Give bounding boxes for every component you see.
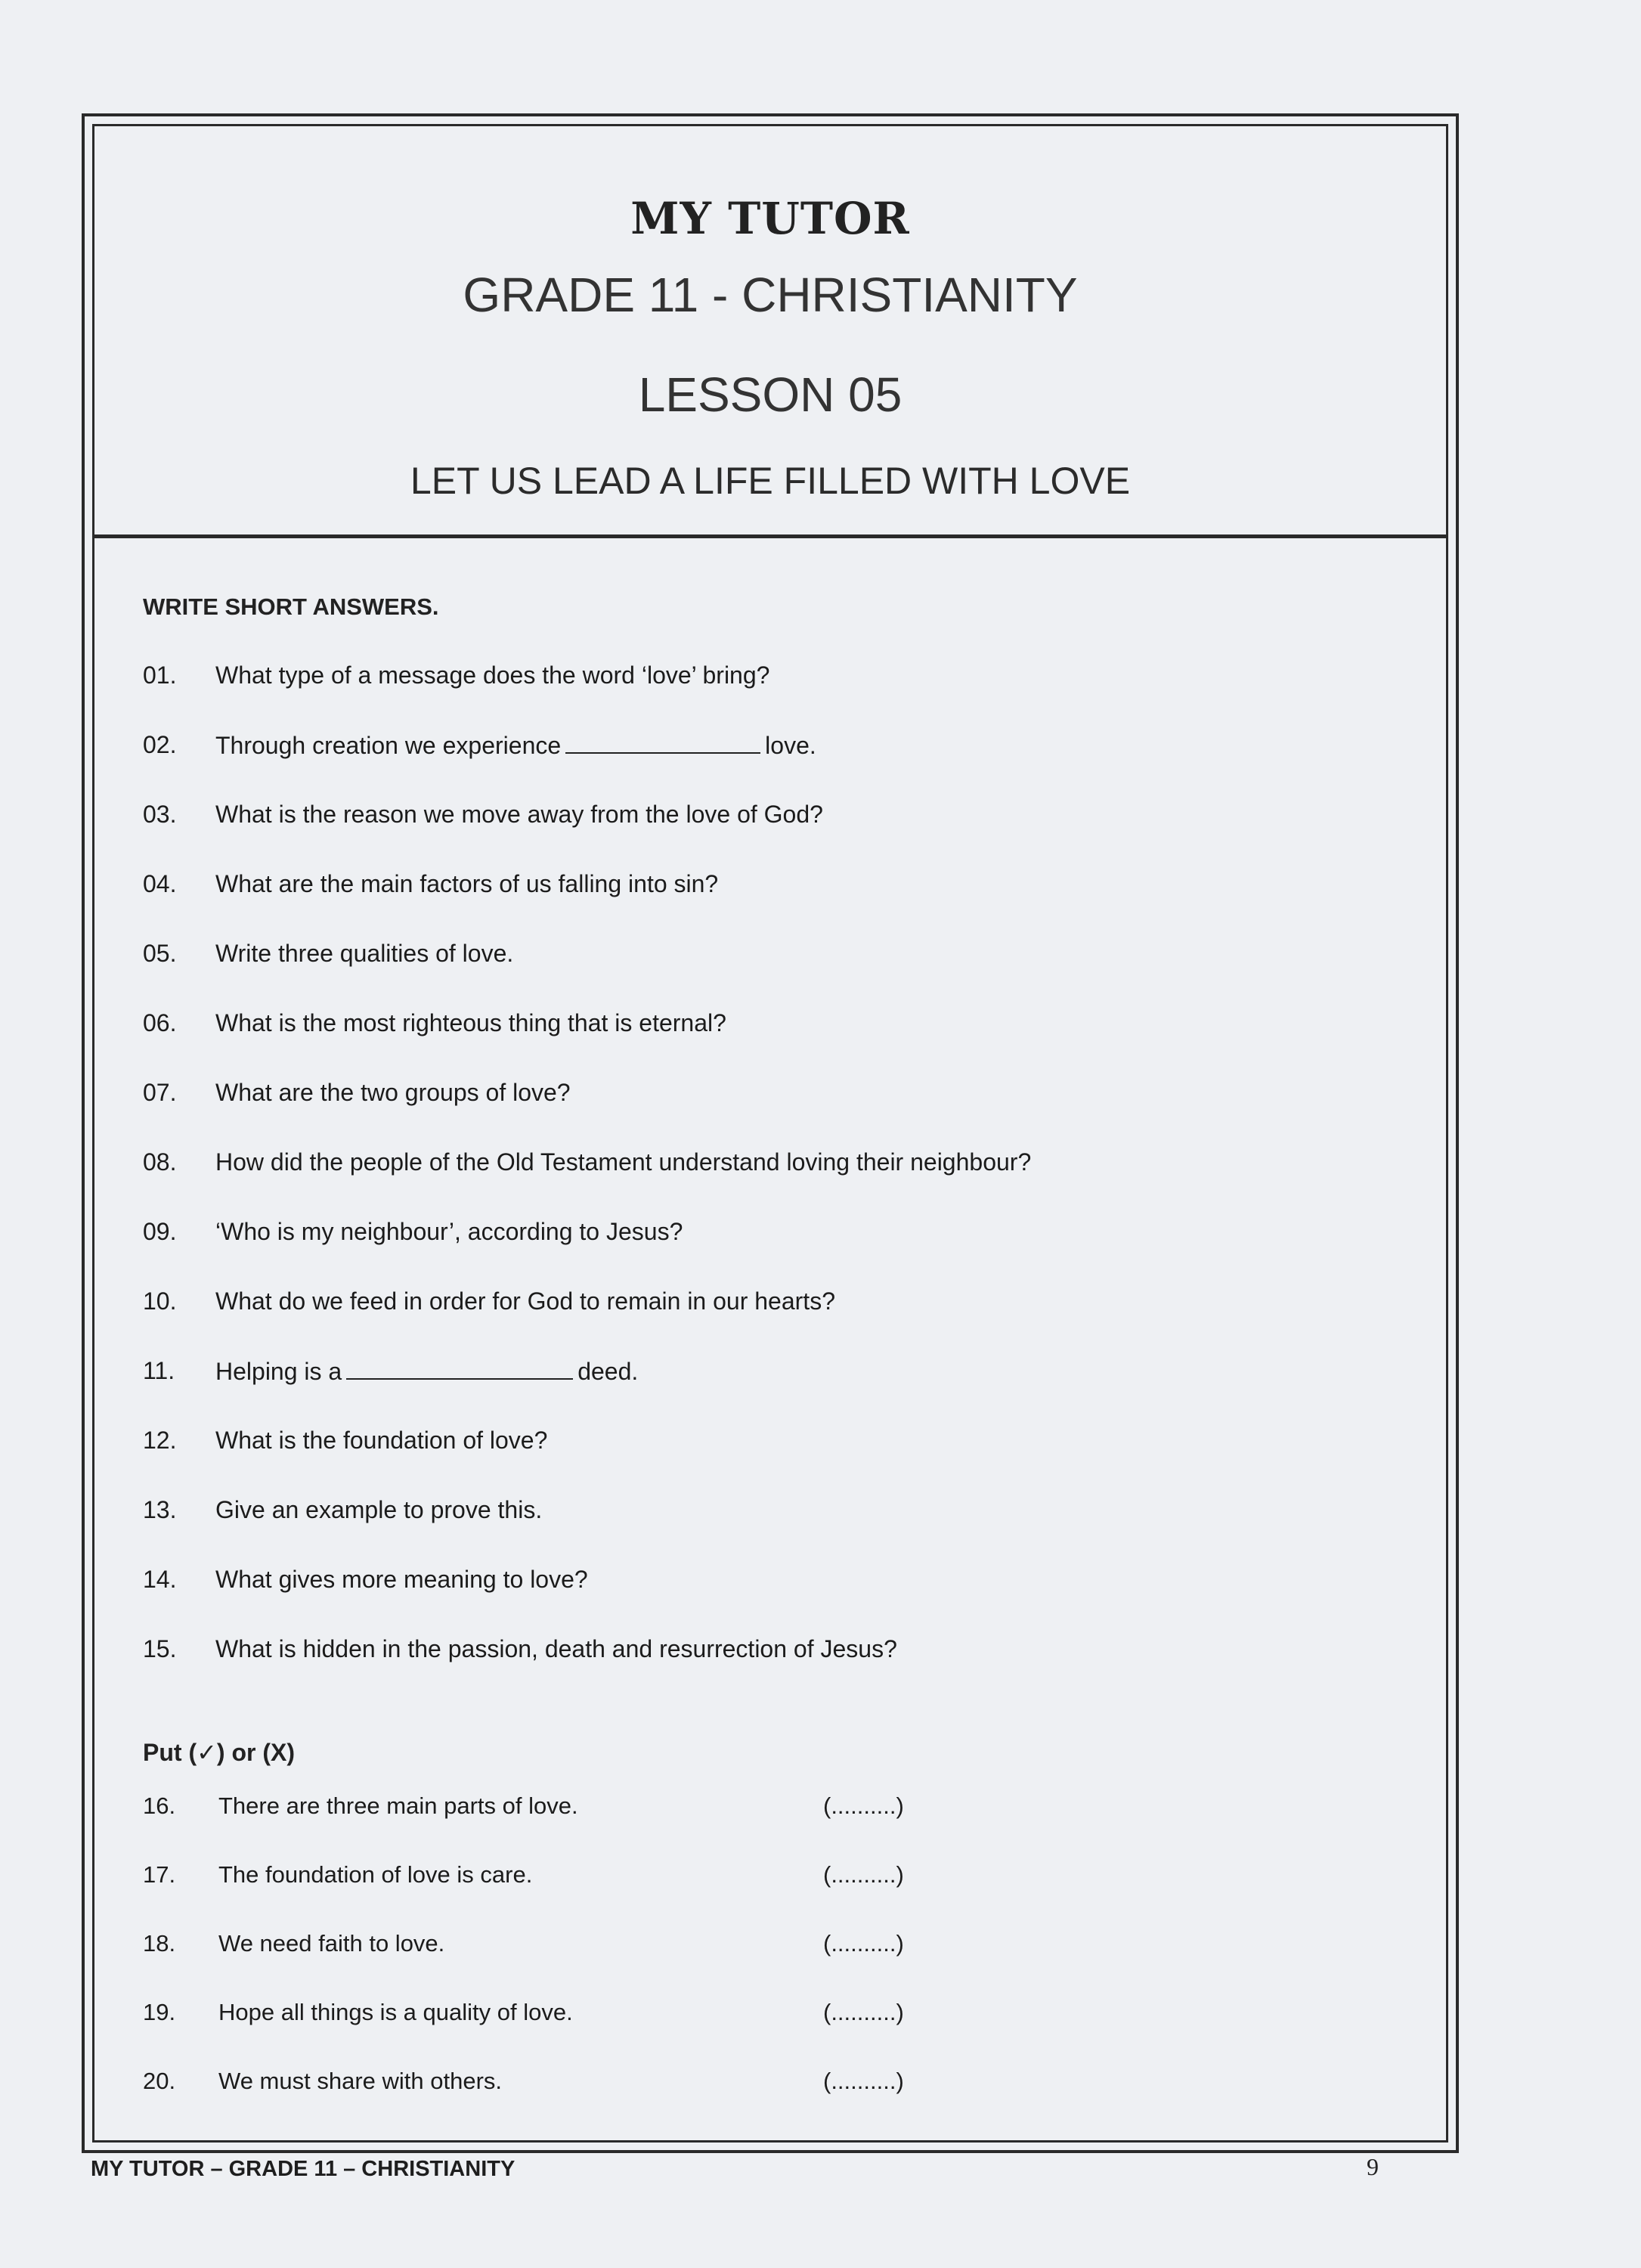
statement-text: We need faith to love.	[218, 1930, 445, 1957]
question-text-before: Through creation we experience	[215, 732, 562, 759]
item-number: 17.	[143, 1861, 176, 1888]
answer-blank[interactable]	[346, 1357, 573, 1380]
short-answer-list	[143, 662, 1416, 1705]
question-number: 08.	[143, 1148, 177, 1176]
question-item	[143, 1427, 1416, 1496]
true-false-item	[143, 1792, 1416, 1861]
item-number: 19.	[143, 1999, 176, 2025]
question-number: 13.	[143, 1496, 177, 1523]
true-false-item	[143, 1861, 1416, 1930]
answer-blank[interactable]	[565, 731, 760, 754]
statement-text: There are three main parts of love.	[218, 1792, 578, 1819]
question-text: What are the main factors of us falling into sin?	[215, 870, 719, 897]
question-text-after: deed.	[577, 1358, 639, 1385]
question-number: 10.	[143, 1287, 177, 1315]
statement-text: Hope all things is a quality of love.	[218, 1999, 573, 2025]
question-number: 14.	[143, 1566, 177, 1593]
footer-title: MY TUTOR – GRADE 11 – CHRISTIANITY	[91, 2157, 516, 2181]
question-text: Give an example to prove this.	[215, 1496, 543, 1523]
question-text: What are the two groups of love?	[215, 1079, 571, 1106]
question-item	[143, 1079, 1416, 1148]
question-number: 15.	[143, 1635, 177, 1662]
worksheet-content	[143, 593, 1416, 2136]
worksheet-frame	[82, 113, 1459, 2153]
lesson-number: LESSON 05	[638, 367, 903, 422]
statement-text: The foundation of love is care.	[218, 1861, 533, 1888]
statement-text: We must share with others.	[218, 2068, 503, 2094]
question-item	[143, 940, 1416, 1009]
question-item	[143, 1009, 1416, 1079]
question-item	[143, 1635, 1416, 1705]
question-item	[143, 662, 1416, 731]
question-text: What is the foundation of love?	[215, 1427, 548, 1454]
question-item	[143, 1357, 1416, 1427]
item-number: 16.	[143, 1792, 176, 1819]
item-number: 18.	[143, 1930, 176, 1957]
question-text: What is the reason we move away from the love of God?	[215, 801, 823, 828]
answer-box[interactable]: (..........)	[823, 2068, 904, 2094]
question-item	[143, 1287, 1416, 1357]
question-item	[143, 1496, 1416, 1566]
question-number: 09.	[143, 1218, 177, 1245]
question-number: 02.	[143, 731, 177, 758]
worksheet-inner-frame	[92, 124, 1448, 2143]
question-item	[143, 870, 1416, 940]
page-number: 9	[1367, 2153, 1379, 2180]
question-number: 12.	[143, 1427, 177, 1454]
question-text: ‘Who is my neighbour’, according to Jesus?	[215, 1218, 683, 1245]
question-text-before: Helping is a	[215, 1358, 342, 1385]
true-false-item	[143, 2068, 1416, 2136]
worksheet-header	[94, 126, 1446, 538]
answer-box[interactable]: (..........)	[823, 1861, 904, 1888]
grade-title: GRADE 11 - CHRISTIANITY	[463, 268, 1078, 322]
question-item	[143, 731, 1416, 801]
question-text: Write three qualities of love.	[215, 940, 514, 967]
true-false-heading: Put (✓) or (X)	[143, 1739, 295, 1766]
question-text: What gives more meaning to love?	[215, 1566, 588, 1593]
question-text: What is hidden in the passion, death and resurrection of Jesus?	[215, 1635, 897, 1662]
short-answers-heading: WRITE SHORT ANSWERS.	[143, 593, 439, 620]
true-false-item	[143, 1999, 1416, 2068]
question-item	[143, 801, 1416, 870]
question-text: What do we feed in order for God to remain in our hearts?	[215, 1287, 835, 1315]
question-item	[143, 1218, 1416, 1287]
lesson-title: LET US LEAD A LIFE FILLED WITH LOVE	[410, 460, 1131, 502]
question-number: 11.	[143, 1357, 175, 1384]
question-text-with-blank	[215, 1357, 638, 1385]
answer-box[interactable]: (..........)	[823, 1999, 904, 2025]
question-number: 04.	[143, 870, 177, 897]
answer-box[interactable]: (..........)	[823, 1792, 904, 1819]
question-text: How did the people of the Old Testament understand loving their neighbour?	[215, 1148, 1032, 1176]
true-false-item	[143, 1930, 1416, 1999]
question-item	[143, 1148, 1416, 1218]
answer-box[interactable]: (..........)	[823, 1930, 904, 1957]
question-item	[143, 1566, 1416, 1635]
question-text: What type of a message does the word ‘love’ bring?	[215, 662, 770, 689]
question-text: What is the most righteous thing that is eternal?	[215, 1009, 726, 1036]
question-text-with-blank	[215, 731, 816, 759]
question-number: 06.	[143, 1009, 177, 1036]
question-number: 07.	[143, 1079, 177, 1106]
question-number: 05.	[143, 940, 177, 967]
brand-title: MY TUTOR	[630, 193, 910, 244]
true-false-list	[143, 1792, 1416, 2136]
item-number: 20.	[143, 2068, 176, 2094]
question-number: 01.	[143, 662, 177, 689]
question-number: 03.	[143, 801, 177, 828]
question-text-after: love.	[765, 732, 816, 759]
